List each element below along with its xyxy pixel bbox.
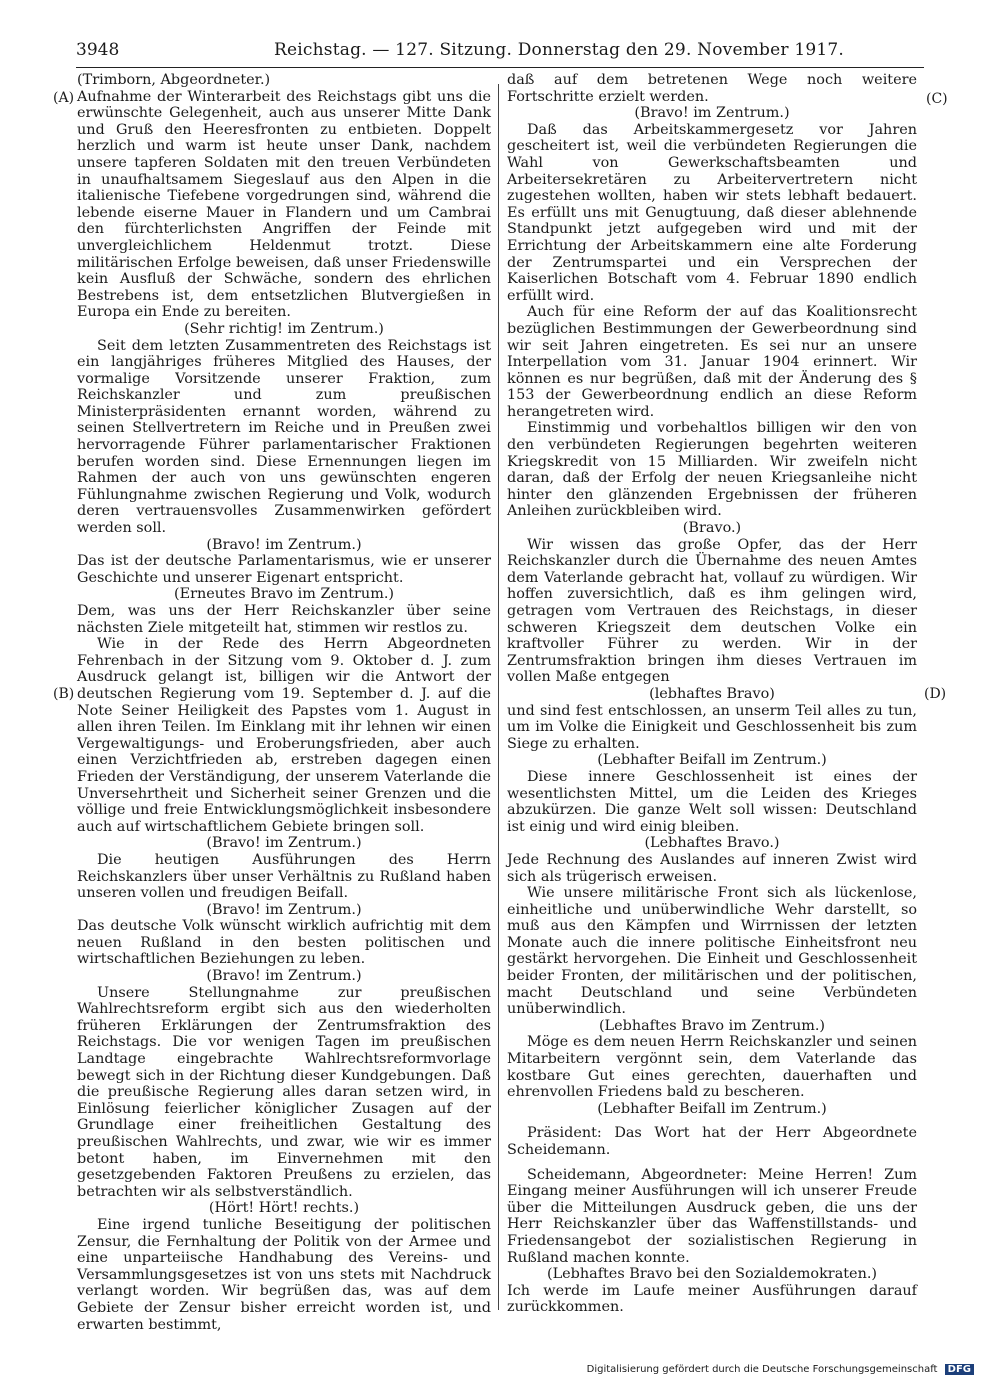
paragraph: Wir wissen das große Opfer, das der Herr Reichskanzler durch die Übernahme des neuen Amtes dem Vaterlande gebracht hat, vollauf zu würdigen. Wir hoffen zuversichtlich, daß es ihm gelingen wird, getragen vom Vertrauen des Reichstags, in dieser schweren Kriegszeit dem deutschen Volke ein kraftvoller Führer zu werden. Wir in der Zentrumsfraktion bringen ihm dieses Vertrauen im vollen Maße entgegen [507, 536, 917, 686]
page-header [76, 40, 924, 66]
paragraph: Daß das Arbeitskammergesetz vor Jahren gescheitert ist, weil die verbündeten Regierungen die Wahl von Gewerkschaftsbeamten und Arbeitersekretären zu Arbeitervertretern nicht zugestehen wollten, haben wir stets lebhaft bedauert. Es erfüllt uns mit Genugtuung, daß dieser ablehnende Standpunkt jetzt aufgegeben wird und mit der Errichtung der Arbeitskammern eine alte Forderung der Zentrumspartei und ein Versprechen der Kaiserlichen Botschaft vom 4. Februar 1890 endlich erfüllt wird. [507, 121, 917, 304]
footer-text: Digitalisierung gefördert durch die Deutsche Forschungsgemeinschaft [586, 1364, 938, 1375]
paragraph: Wie unsere militärische Front sich als lückenlose, einheitliche und unüberwindliche Wehr darstellt, so muß aus den Kämpfen und Wirrnissen der letzten Monate auch die innere politische Einheitsfront neu gestärkt hervorgehen. Die Einheit und Geschlossenheit beider Fronten, der militärischen und der politischen, macht Deutschland und seine Verbündeten unüberwindlich. [507, 885, 917, 1018]
paragraph: Einstimmig und vorbehaltlos billigen wir den von den verbündeten Regierungen begehrten weiteren Kriegskredit von 15 Milliarden. Wir zweifeln nicht daran, daß der Erfolg der neuen Kriegsanleihe nicht hinter den glänzenden Ergebnissen der früheren Anleihen zurückbleiben wird. [507, 420, 917, 520]
paragraph: Eine irgend tunliche Beseitigung der politischen Zensur, die Fernhaltung der Politik von der Armee und eine unparteiische Handhabung des Vereins- und Versammlungsgesetzes ist von uns stets mit Nachdruck verlangt worden. Wir begrüßen das, was auf dem Gebiete der Zensur bisher erreicht worden ist, und erwarten bestimmt, [77, 1216, 491, 1333]
interjection: (Lebhafter Beifall im Zentrum.) [597, 752, 827, 769]
paragraph: Aufnahme der Winterarbeit des Reichstags gibt uns die erwünschte Gelegenheit, auch aus unserer Mitte Dank und Gruß den Heeresfronten zu entbieten. Doppelt herzlich und warm ist heute unser Dank, nachdem unsere tapferen Soldaten mit den treuen Verbündeten in unaufhaltsamem Siegeslauf aus den Alpen in die italienische Tiefebene vorgedrungen sind, während die lebende eiserne Mauer in Flandern und um Cambrai den fürchterlichsten Angriffen der Feinde mit unvergleichlichem Heldenmut trotzt. Diese militärischen Erfolge beweisen, daß unser Friedenswille kein Ausfluß der Schwäche, sondern des ehrlichen Bestrebens ist, dem entsetzlichen Blutvergießen in Europa ein Ende zu bereiten. [77, 88, 491, 321]
header-rule [76, 67, 924, 68]
margin-marker-b: (B) [53, 686, 75, 702]
page-number: 3948 [76, 40, 120, 60]
paragraph: (Trimborn, Abgeordneter.) [77, 72, 271, 88]
paragraph: Das deutsche Volk wünscht wirklich aufrichtig mit dem neuen Rußland in den besten politischen und wirtschaftlichen Beziehungen zu leben. [77, 918, 491, 968]
paragraph: Seit dem letzten Zusammentreten des Reichstags ist ein langjähriges früheres Mitglied des Hauses, der vormalige Vorsitzende unserer Fraktion, zum Reichskanzler und zum preußischen Ministerpräsidenten ernannt worden, während zu seinen Stellvertretern im Reiche und in Preußen zwei hervorragende Führer parlamentarischer Fraktionen berufen worden sind. Diese Ernennungen liegen im Rahmen der auch von uns gewünschten engeren Fühlungnahme zwischen Regierung und Volk, wodurch deren vertrauensvolles Zusammenwirken gefördert werden soll. [77, 337, 491, 537]
interjection: (Bravo! im Zentrum.) [206, 536, 362, 553]
interjection: (Bravo! im Zentrum.) [634, 105, 790, 122]
interjection: (Lebhafter Beifall im Zentrum.) [597, 1100, 827, 1117]
interjection: (Lebhaftes Bravo im Zentrum.) [598, 1017, 826, 1034]
column-rule [498, 84, 499, 1310]
interjection: (Hört! Hört! rechts.) [208, 1200, 360, 1217]
paragraph: Diese innere Geschlossenheit ist eines der wesentlichsten Mittel, um die Leiden des Krieges abzukürzen. Die ganze Welt soll wissen: Deutschland ist einig und wird einig bleiben. [507, 768, 917, 835]
paragraph: Ich werde im Laufe meiner Ausführungen darauf zurückkommen. [507, 1282, 917, 1316]
interjection: (lebhaftes Bravo) [649, 685, 775, 702]
footer [587, 1364, 974, 1375]
margin-marker-c: (C) [926, 91, 948, 107]
running-title: Reichstag. — 127. Sitzung. Donnerstag den 29. November 1917. [274, 40, 844, 60]
interjection: (Erneutes Bravo im Zentrum.) [173, 586, 395, 603]
paragraph: Das ist der deutsche Parlamentarismus, wie er unserer Geschichte und unserer Eigenart entspricht. [77, 553, 491, 586]
paragraph: Präsident: Das Wort hat der Herr Abgeordnete Scheidemann. [507, 1125, 917, 1158]
right-column [507, 72, 917, 1316]
paragraph: Scheidemann, Abgeordneter: Meine Herren! Zum Eingang meiner Ausführungen will ich unserer Freude über die Mitteilungen Ausdruck geben, die uns der Herr Reichskanzler über das Waffenstillstands- und Friedensangebot der sozialistischen Regierung in Rußland machen konnte. [507, 1166, 917, 1266]
interjection: (Lebhaftes Bravo bei den Sozialdemokraten.) [546, 1266, 878, 1283]
interjection: (Sehr richtig! im Zentrum.) [184, 320, 384, 337]
paragraph: Dem, was uns der Herr Reichskanzler über seine nächsten Ziele mitgeteilt hat, stimmen wir restlos zu. [77, 603, 491, 636]
interjection: (Bravo! im Zentrum.) [206, 968, 362, 985]
margin-marker-a: (A) [53, 90, 75, 106]
paragraph: daß auf dem betretenen Wege noch weitere Fortschritte erzielt werden. [507, 72, 917, 105]
interjection: (Lebhaftes Bravo.) [644, 835, 780, 852]
paragraph: Die heutigen Ausführungen des Herrn Reichskanzlers über unser Verhältnis zu Rußland haben unseren vollen und freudigen Beifall. [77, 851, 491, 902]
left-column [77, 72, 491, 1333]
paragraph: Jede Rechnung des Auslandes auf inneren Zwist wird sich als trügerisch erweisen. [507, 851, 917, 885]
paragraph: Auch für eine Reform der auf das Koalitionsrecht bezüglichen Bestimmungen der Gewerbeordnung sind wir seit Jahren eingetreten. Es sei nur an unsere Interpellation vom 31. Januar 1904 erinnert. Wir können es nur begrüßen, daß mit der Änderung des § 153 der Gewerbeordnung endlich an diese Reform herangetreten wird. [507, 304, 917, 420]
interjection: (Bravo.) [682, 520, 742, 537]
paragraph: und sind fest entschlossen, an unserm Teil alles zu tun, um im Volke die Einigkeit und Geschlossenheit bis zum Siege zu erhalten. [507, 702, 917, 752]
margin-marker-d: (D) [924, 686, 947, 702]
interjection: (Bravo! im Zentrum.) [206, 835, 362, 852]
paragraph: Unsere Stellungnahme zur preußischen Wahlrechtsreform ergibt sich aus den wiederholten früheren Erklärungen der Zentrumsfraktion des Reichstags. Die vor wenigen Tagen im preußischen Landtage eingebrachte Wahlrechtsreformvorlage bewegt sich in der Richtung dieser Kundgebungen. Daß die preußische Regierung alles daran setzen wird, in Einlösung feierlicher königlicher Zusagen auf der Grundlage einer freiheitlichen Gestaltung des preußischen Wahlrechts, und zwar, wie wir es immer betont haben, im Einvernehmen mit den gesetzgebenden Faktoren Preußens zu erzielen, das betrachten wir als selbstverständlich. [77, 984, 491, 1200]
paragraph: Wie in der Rede des Herrn Abgeordneten Fehrenbach in der Sitzung vom 9. Oktober d. J. zum Ausdruck gelangt ist, billigen wir die Antwort der deutschen Regierung vom 19. September d. J. auf die Note Seiner Heiligkeit des Papstes vom 1. August in allen ihren Teilen. Im Einklang mit ihr lehnen wir einen Vergewaltigungs- und Eroberungsfrieden, aber auch einen Verzichtfrieden ab, erstreben dagegen einen Frieden der Verständigung, der unserem Vaterlande die Unversehrtheit und Sicherheit seiner Grenzen und die völlige und freie Entwicklungsmöglichkeit insbesondere auch auf wirtschaftlichem Gebiete bringen soll. [77, 636, 491, 835]
dfg-logo: DFG [945, 1364, 974, 1375]
paragraph: Möge es dem neuen Herrn Reichskanzler und seinen Mitarbeitern vergönnt sein, dem Vaterlande das kostbare Gut eines gerechten, dauerhaften und ehrenvollen Friedens bald zu bescheren. [507, 1034, 917, 1101]
interjection: (Bravo! im Zentrum.) [206, 901, 362, 918]
